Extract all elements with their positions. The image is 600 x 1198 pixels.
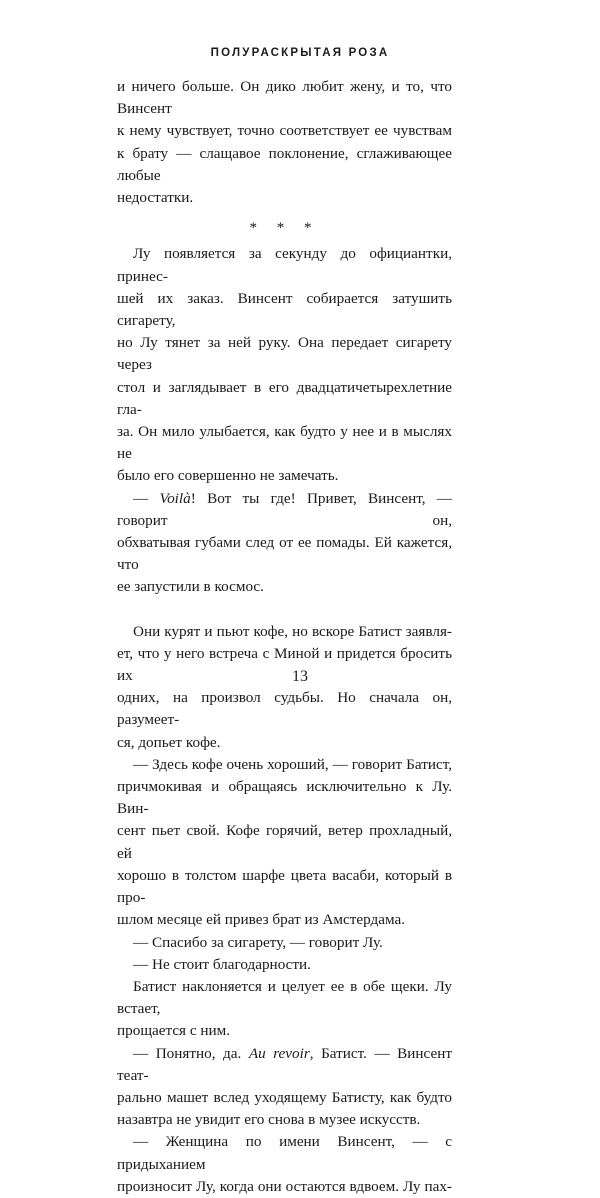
page-number: 13 xyxy=(292,668,308,685)
paragraph-line xyxy=(117,488,452,532)
paragraph-line: — Не стоит благодарности. xyxy=(133,955,311,973)
paragraph-line: произносит Лу, когда они остаются вдвоем. Лу пах- xyxy=(117,1177,452,1195)
line-text: ! Вот ты где! Привет, Винсент, — говорит он, xyxy=(117,489,452,529)
paragraph-line: Лу появляется за секунду до официантки, принес- xyxy=(117,245,452,285)
section-separator: * * * xyxy=(249,220,320,237)
paragraph-line: прощается с ним. xyxy=(117,1022,231,1040)
paragraph-line: Они курят и пьют кофе, но вскоре Батист заявля- xyxy=(133,622,452,640)
paragraph-line: за. Он мило улыбается, как будто у нее и в мыслях не xyxy=(117,423,452,463)
line-text: — Понятно, да. xyxy=(133,1044,249,1062)
paragraph-line: стол и заглядывает в его двадцатичетырехлетние гла- xyxy=(117,378,452,418)
paragraph-line: причмокивая и обращаясь исключительно к Лу. Вин- xyxy=(117,778,452,818)
paragraph-line: рально машет вслед уходящему Батисту, как будто xyxy=(117,1088,452,1106)
italic-phrase: Au revoir xyxy=(248,1044,310,1062)
paragraph-line: было его совершенно не замечать. xyxy=(117,467,339,485)
paragraph-line: недостатки. xyxy=(117,189,194,207)
paragraph-line: хорошо в толстом шарфе цвета васаби, который в про- xyxy=(117,866,452,907)
paragraph-line: ее запустили в космос. xyxy=(117,578,264,596)
paragraph-line: назавтра не увидит его снова в музее искусств. xyxy=(117,1111,421,1129)
paragraph-line: — Спасибо за сигарету, — говорит Лу. xyxy=(133,933,383,951)
italic-phrase: Voilà xyxy=(159,489,191,507)
paragraph-line: и ничего больше. Он дико любит жену, и то, что Винсент xyxy=(117,78,452,118)
paragraph-line: одних, на произвол судьбы. Но сначала он, разумеет- xyxy=(117,689,452,729)
paragraph-line: шлом месяце ей привез брат из Амстердама. xyxy=(117,911,406,929)
paragraph-line: ся, допьет кофе. xyxy=(117,733,221,751)
paragraph-line: обхватывая губами след от ее помады. Ей кажется, что xyxy=(117,534,452,574)
blank-line xyxy=(117,599,452,621)
paragraph-line: ет, что у него встреча с Миной и придется бросить их xyxy=(117,644,452,685)
dialogue-dash: — xyxy=(133,489,160,507)
body-text xyxy=(117,76,452,1198)
paragraph-line xyxy=(117,1043,452,1087)
paragraph-line: к брату — слащавое поклонение, сглаживающее любые xyxy=(117,144,452,184)
paragraph-line: к нему чувствует, точно соответствует ее чувствам xyxy=(117,122,452,140)
paragraph-line: но Лу тянет за ней руку. Она передает сигарету через xyxy=(117,334,452,374)
paragraph-line: шей их заказ. Винсент собирается затушить сигарету, xyxy=(117,289,452,330)
paragraph-line: — Здесь кофе очень хороший, — говорит Батист, xyxy=(133,755,452,773)
line-text: , Батист. — Винсент теат- xyxy=(117,1044,452,1084)
running-title: ПОЛУРАСКРЫТАЯ РОЗА xyxy=(210,47,390,59)
paragraph-line: Батист наклоняется и целует ее в обе щеки. Лу встает, xyxy=(117,977,452,1018)
paragraph-line: сент пьет свой. Кофе горячий, ветер прохладный, ей xyxy=(117,822,452,862)
paragraph-line: — Женщина по имени Винсент, — с придыханием xyxy=(117,1133,452,1173)
